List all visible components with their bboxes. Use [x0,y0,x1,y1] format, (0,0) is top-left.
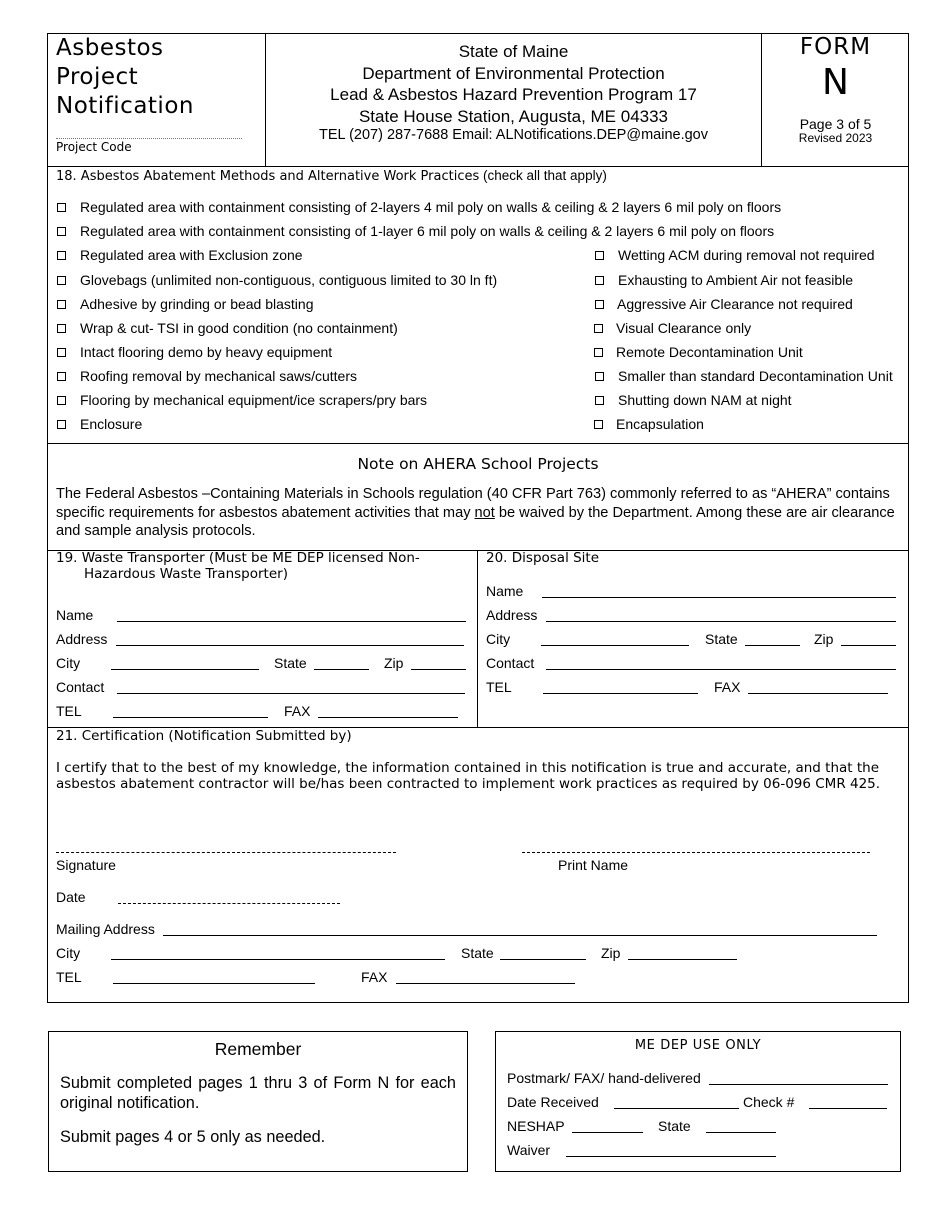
page-info: Page 3 of 5 [799,116,872,132]
form-letter: N [822,62,849,103]
checkbox[interactable] [57,203,66,212]
checkbox-label: Glovebags (unlimited non-contiguous, contiguous limited to 30 ln ft) [80,272,498,288]
dep-use-title: ME DEP USE ONLY [634,1038,762,1053]
section-21-heading: 21. Certification (Notification Submitted by) [56,728,352,744]
check-number-label: Check # [743,1094,795,1110]
disposal-city-label: City [486,631,511,647]
transporter-state-field[interactable] [314,669,369,670]
checkbox[interactable] [57,300,66,309]
disposal-address-label: Address [486,607,538,623]
checkbox-label: Aggressive Air Clearance not required [617,296,853,312]
checkbox-label: Regulated area with containment consisting of 2-layers 4 mil poly on walls & ceiling & 2 layers 6 mil poly on floors [80,199,782,215]
waiver-label: Waiver [507,1142,551,1158]
disposal-contact-label: Contact [486,655,535,671]
transporter-contact-field[interactable] [117,693,465,694]
transporter-city-field[interactable] [111,669,259,670]
form-title: Asbestos Project Notification [56,35,194,119]
remember-line-1: Submit completed pages 1 thru 3 of Form N for each original notification. [60,1074,456,1112]
transporter-zip-label: Zip [384,655,404,671]
disposal-state-label: State [705,631,738,647]
certifier-state-label: State [461,945,494,961]
project-code-label: Project Code [56,140,132,154]
certifier-fax-label: FAX [361,969,388,985]
waiver-field[interactable] [566,1156,776,1157]
disposal-city-field[interactable] [541,645,689,646]
disposal-fax-label: FAX [714,679,741,695]
checkbox[interactable] [57,396,66,405]
signature-label: Signature [56,857,116,873]
neshap-label: NESHAP [507,1118,565,1134]
checkbox-label: Enclosure [80,416,143,432]
section-20-heading: 20. Disposal Site [486,550,600,566]
section-18-heading: 18. Asbestos Abatement Methods and Alternative Work Practices (check all that apply) [56,168,607,184]
transporter-state-label: State [274,655,307,671]
transporter-name-field[interactable] [117,621,466,622]
certifier-tel-label: TEL [56,969,82,985]
postmark-label: Postmark/ FAX/ hand-delivered [507,1070,701,1086]
certifier-tel-field[interactable] [113,983,315,984]
certifier-zip-field[interactable] [628,959,737,960]
section-19-20-divider [477,550,478,728]
checkbox[interactable] [594,420,603,429]
checkbox-label: Visual Clearance only [616,320,752,336]
checkbox[interactable] [595,276,604,285]
date-received-field[interactable] [614,1108,739,1109]
checkbox[interactable] [595,251,604,260]
transporter-fax-field[interactable] [318,717,458,718]
signature-field[interactable] [56,852,396,853]
checkbox[interactable] [595,300,604,309]
disposal-tel-field[interactable] [543,693,698,694]
transporter-zip-field[interactable] [411,669,466,670]
checkbox-label: Regulated area with containment consisting of 1-layer 6 mil poly on walls & ceiling & 2 layers 6 mil poly on floors [80,223,775,239]
certifier-state-field[interactable] [500,959,586,960]
disposal-tel-label: TEL [486,679,512,695]
disposal-state-field[interactable] [745,645,800,646]
checkbox-label: Adhesive by grinding or bead blasting [80,296,314,312]
transporter-tel-label: TEL [56,703,82,719]
checkbox-label: Exhausting to Ambient Air not feasible [618,272,854,288]
disposal-name-label: Name [486,583,524,599]
dep-state-label: State [658,1118,691,1134]
checkbox[interactable] [57,324,66,333]
disposal-zip-field[interactable] [841,645,896,646]
date-field[interactable] [118,903,340,904]
transporter-address-label: Address [56,631,108,647]
checkbox[interactable] [595,372,604,381]
mailing-address-label: Mailing Address [56,921,155,937]
disposal-fax-field[interactable] [748,693,888,694]
checkbox[interactable] [57,372,66,381]
checkbox-label: Shutting down NAM at night [618,392,792,408]
checkbox[interactable] [57,227,66,236]
mailing-address-field[interactable] [163,935,877,936]
transporter-tel-field[interactable] [113,717,268,718]
date-received-label: Date Received [507,1094,599,1110]
checkbox[interactable] [57,276,66,285]
certifier-city-label: City [56,945,81,961]
certification-statement: I certify that to the best of my knowledge, the information contained in this notification is true and accurate, and that the asbestos abatement contractor will be/has been contracted to implement work practices as required by 06-096 CMR 425. [56,760,881,792]
transporter-contact-label: Contact [56,679,105,695]
transporter-address-field[interactable] [116,645,464,646]
agency-block: State of Maine Department of Environmental Protection Lead & Asbestos Hazard Prevention Program 17 State House Station, Augusta, ME 04333 [330,42,697,126]
checkbox-label: Smaller than standard Decontamination Unit [618,368,893,384]
checkbox-label: Flooring by mechanical equipment/ice scrapers/pry bars [80,392,428,408]
certifier-city-field[interactable] [111,959,445,960]
transporter-fax-label: FAX [284,703,311,719]
revised-date: Revised 2023 [798,131,873,145]
remember-line-2: Submit pages 4 or 5 only as needed. [60,1128,326,1146]
checkbox[interactable] [57,251,66,260]
checkbox-label: Encapsulation [616,416,704,432]
checkbox[interactable] [594,324,603,333]
checkbox[interactable] [595,396,604,405]
certifier-fax-field[interactable] [396,983,575,984]
disposal-zip-label: Zip [814,631,834,647]
agency-contact: TEL (207) 287-7688 Email: ALNotifications.DEP@maine.gov [319,127,708,143]
neshap-field[interactable] [572,1132,643,1133]
checkbox[interactable] [594,348,603,357]
postmark-field[interactable] [709,1084,888,1085]
remember-title: Remember [214,1039,302,1059]
date-label: Date [56,889,86,905]
print-name-label: Print Name [558,857,629,873]
section-19-heading: 19. Waste Transporter (Must be ME DEP licensed Non- Hazardous Waste Transporter) [56,550,420,582]
disposal-name-field[interactable] [542,597,896,598]
checkbox-label: Roofing removal by mechanical saws/cutters [80,368,358,384]
ahera-title: Note on AHERA School Projects [357,455,599,473]
checkbox[interactable] [57,348,66,357]
checkbox-label: Wetting ACM during removal not required [618,247,875,263]
checkbox[interactable] [57,420,66,429]
certifier-zip-label: Zip [601,945,621,961]
dep-state-field[interactable] [706,1132,776,1133]
checkbox-label: Remote Decontamination Unit [616,344,803,360]
disposal-contact-field[interactable] [546,669,896,670]
checkbox-label: Wrap & cut- TSI in good condition (no containment) [80,320,398,336]
form-label: FORM [799,34,872,60]
disposal-address-field[interactable] [546,621,896,622]
check-number-field[interactable] [809,1108,887,1109]
checkbox-label: Intact flooring demo by heavy equipment [80,344,333,360]
transporter-name-label: Name [56,607,94,623]
print-name-field[interactable] [522,852,870,853]
checkbox-label: Regulated area with Exclusion zone [80,247,303,263]
project-code-line [56,138,242,139]
transporter-city-label: City [56,655,81,671]
ahera-text: The Federal Asbestos –Containing Materials in Schools regulation (40 CFR Part 763) commonly referred to as “AHERA” contains specific requirements for asbestos abatement activities that may not be waived by the Department. Among these are air clearance and sample analysis protocols. [56,486,895,539]
